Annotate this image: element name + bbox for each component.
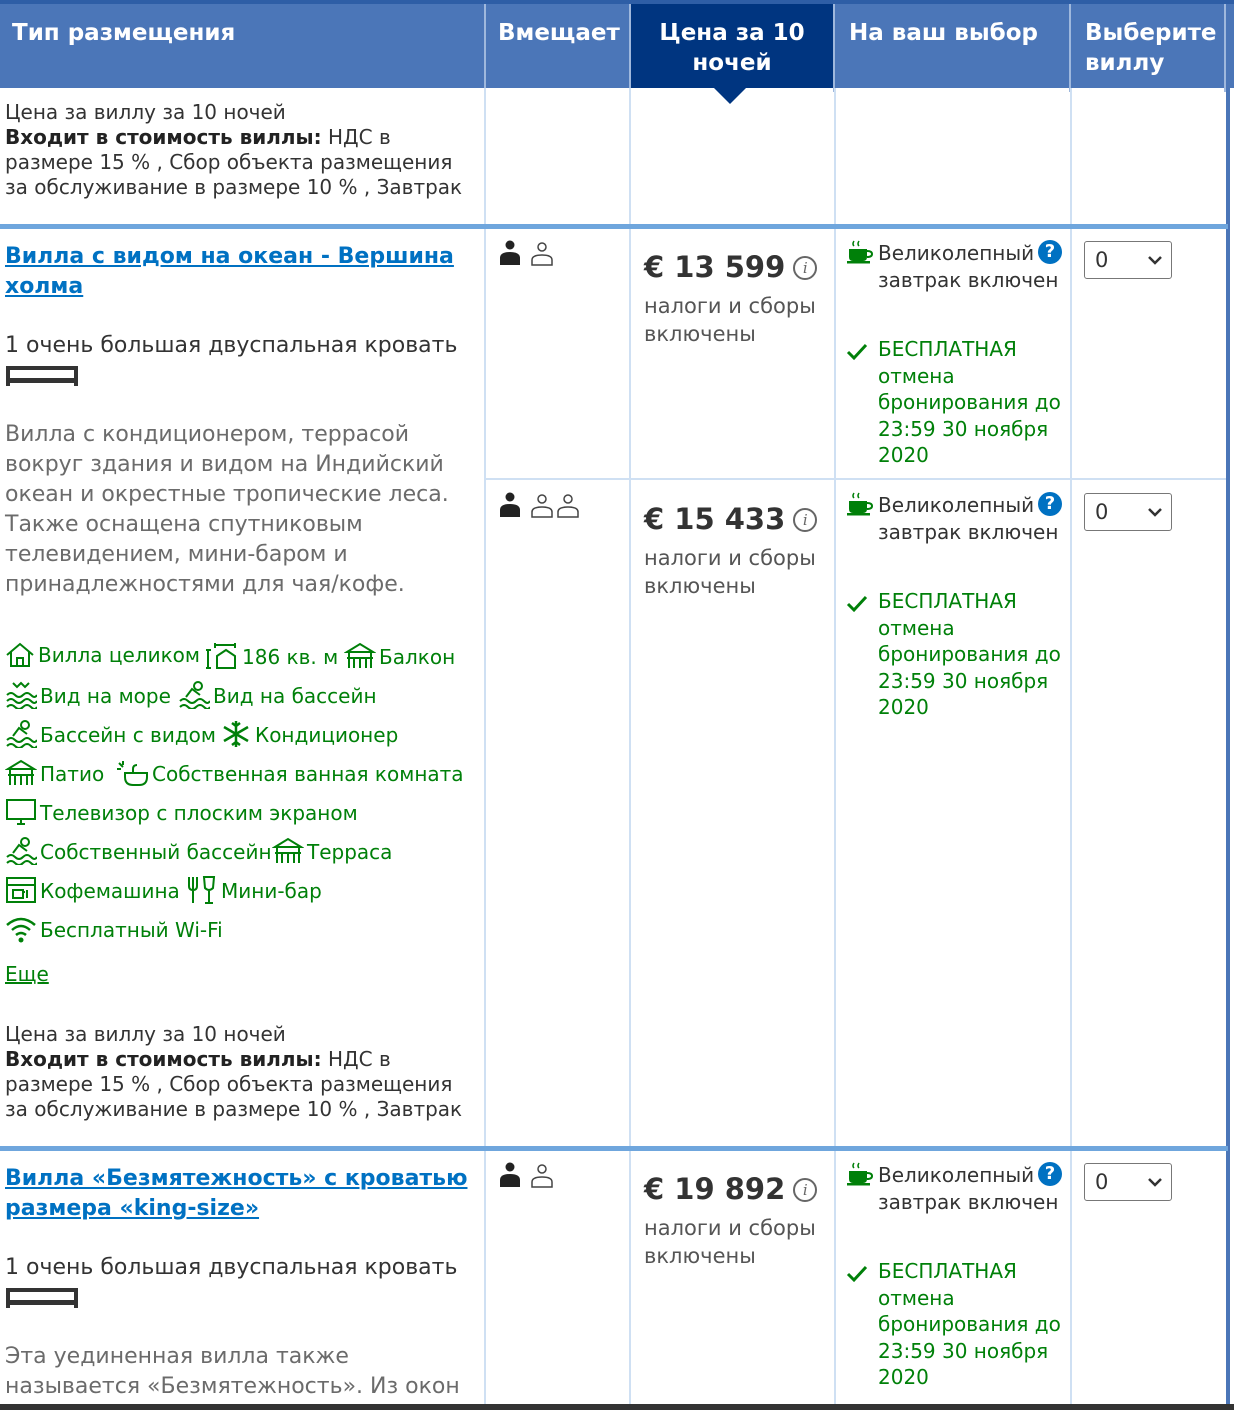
breakfast-cup-icon bbox=[847, 492, 873, 516]
bed-type: 1 очень большая двуспальная кровать bbox=[5, 1255, 458, 1280]
patio-icon bbox=[5, 759, 37, 787]
wifi-icon bbox=[5, 915, 37, 943]
tv-icon bbox=[5, 798, 37, 826]
chevron-down-icon bbox=[1147, 506, 1163, 518]
sort-pointer-icon bbox=[714, 88, 746, 104]
pool-icon bbox=[5, 720, 37, 748]
facility-item: Собственный бассейн bbox=[5, 837, 272, 865]
breakfast-cup-icon bbox=[847, 240, 873, 264]
facility-item: Мини-бар bbox=[186, 876, 322, 904]
table-header bbox=[0, 0, 1234, 88]
window-bottom-edge bbox=[0, 1404, 1234, 1410]
quantity-select[interactable]: 0 bbox=[1084, 241, 1172, 279]
facility-item: Вид на бассейн bbox=[178, 681, 377, 709]
occupancy-icon bbox=[498, 1162, 558, 1188]
header-select: Выберите виллу bbox=[1085, 20, 1217, 76]
pool-view-icon bbox=[178, 681, 210, 709]
facility-item: Кондиционер bbox=[220, 720, 398, 748]
bed-type: 1 очень большая двуспальная кровать bbox=[5, 333, 458, 358]
header-occupancy: Вмещает bbox=[498, 20, 620, 46]
room-description: Вилла с кондиционером, террасой вокруг здания и видом на Индийский океан и окрестные тропические леса. Также оснащена спутниковым телевидением, мини-баром и принадлежностями для чая/кофе. bbox=[5, 422, 449, 597]
header-choice: На ваш выбор bbox=[849, 20, 1038, 46]
facility-item: Патио bbox=[5, 759, 104, 787]
chevron-down-icon bbox=[1147, 254, 1163, 266]
house-icon bbox=[5, 642, 35, 668]
minibar-icon bbox=[186, 876, 218, 904]
info-icon[interactable]: i bbox=[793, 508, 817, 532]
size-icon bbox=[205, 642, 239, 670]
chevron-down-icon bbox=[1147, 1176, 1163, 1188]
coffee-machine-icon bbox=[5, 876, 37, 904]
room-title-link[interactable]: Вилла «Безмятежность» с кроватью размера «king-size» bbox=[5, 1166, 468, 1221]
info-icon[interactable]: i bbox=[793, 1178, 817, 1202]
facility-item: Бассейн с видом bbox=[5, 720, 216, 748]
facility-item: Терраса bbox=[272, 837, 392, 865]
checkmark-icon bbox=[846, 594, 868, 614]
checkmark-icon bbox=[846, 1264, 868, 1284]
breakfast-info: Великолепный завтрак включен bbox=[878, 241, 1059, 292]
taxes-note: налоги и сборы включены bbox=[644, 294, 816, 346]
facility-item: Балкон bbox=[344, 642, 455, 670]
price-value: € 13 599 i bbox=[644, 250, 817, 284]
private-pool-icon bbox=[5, 837, 37, 865]
taxes-note: налоги и сборы включены bbox=[644, 1216, 816, 1268]
cancellation-info: БЕСПЛАТНАЯ отмена бронирования до 23:59 30 ноября 2020 bbox=[878, 1259, 1061, 1389]
help-icon[interactable]: ? bbox=[1038, 1162, 1062, 1186]
facility-item: Телевизор с плоским экраном bbox=[5, 798, 358, 826]
breakfast-info: Великолепный завтрак включен bbox=[878, 1163, 1059, 1214]
facility-item: Собственная ванная комната bbox=[115, 759, 464, 787]
occupancy-icon bbox=[498, 492, 582, 518]
checkmark-icon bbox=[846, 342, 868, 362]
quantity-select[interactable]: 0 bbox=[1084, 1163, 1172, 1201]
price-value: € 19 892 i bbox=[644, 1172, 817, 1206]
header-price[interactable]: Цена за 10 ночей bbox=[631, 4, 833, 88]
price-value: € 15 433 i bbox=[644, 502, 817, 536]
facility-item: Вид на море bbox=[5, 681, 171, 709]
balcony-icon bbox=[344, 642, 376, 670]
facility-item: Кофемашина bbox=[5, 876, 180, 904]
bath-icon bbox=[115, 759, 149, 787]
facility-item: 186 кв. м bbox=[205, 642, 338, 670]
quantity-select[interactable]: 0 bbox=[1084, 493, 1172, 531]
help-icon[interactable]: ? bbox=[1038, 240, 1062, 264]
cancellation-info: БЕСПЛАТНАЯ отмена бронирования до 23:59 30 ноября 2020 bbox=[878, 337, 1061, 467]
breakfast-info: Великолепный завтрак включен bbox=[878, 493, 1059, 544]
snowflake-icon bbox=[220, 720, 252, 748]
bed-icon bbox=[5, 364, 79, 386]
header-room-type: Тип размещения bbox=[12, 20, 236, 46]
facility-item: Бесплатный Wi-Fi bbox=[5, 915, 223, 943]
breakfast-cup-icon bbox=[847, 1162, 873, 1186]
terrace-icon bbox=[272, 837, 304, 865]
bed-icon bbox=[5, 1286, 79, 1308]
taxes-note: налоги и сборы включены bbox=[644, 546, 816, 598]
help-icon[interactable]: ? bbox=[1038, 492, 1062, 516]
more-facilities-link[interactable]: Еще bbox=[5, 962, 49, 986]
cancellation-info: БЕСПЛАТНАЯ отмена бронирования до 23:59 30 ноября 2020 bbox=[878, 589, 1061, 719]
occupancy-icon bbox=[498, 240, 558, 266]
prev-price-note: Цена за виллу за 10 ночей Входит в стоимость виллы: НДС в размере 15 % , Сбор объекта размещения за обслуживание в размере 10 % , Завтрак bbox=[5, 100, 463, 199]
price-note: Цена за виллу за 10 ночей Входит в стоимость виллы: НДС в размере 15 % , Сбор объекта размещения за обслуживание в размере 10 % , Завтрак bbox=[5, 1022, 463, 1121]
facility-item: Вилла целиком bbox=[5, 642, 200, 668]
room-title-link[interactable]: Вилла с видом на океан - Вершина холма bbox=[5, 244, 454, 299]
room-description: Эта уединенная вилла также называется «Безмятежность». Из окон bbox=[5, 1344, 460, 1399]
sea-view-icon bbox=[5, 681, 37, 709]
info-icon[interactable]: i bbox=[793, 256, 817, 280]
